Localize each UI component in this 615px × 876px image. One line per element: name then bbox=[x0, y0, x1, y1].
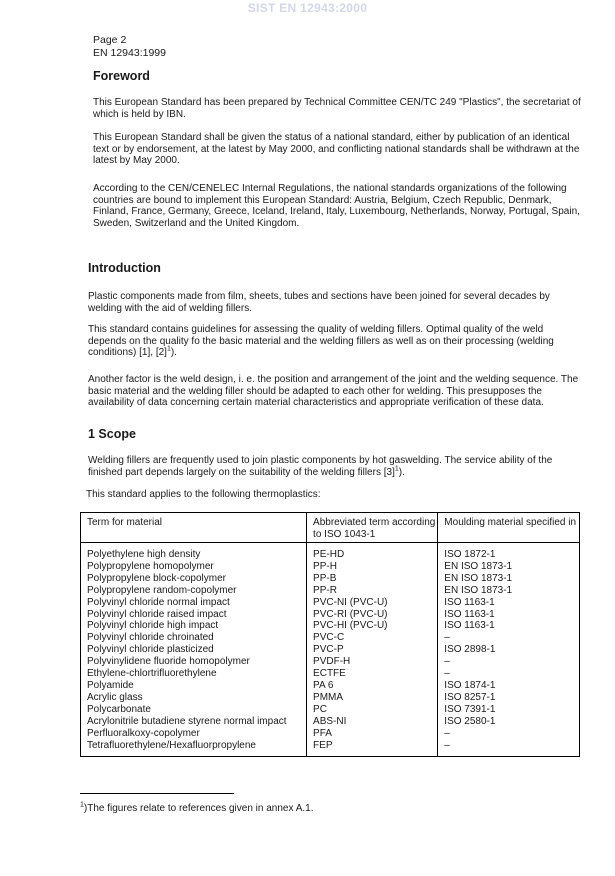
material-term: Polyvinyl chloride high impact bbox=[87, 620, 219, 632]
moulding-material: – bbox=[444, 727, 450, 739]
table-header-cell: Moulding material specified in bbox=[438, 513, 580, 543]
page-number: Page 2 bbox=[93, 34, 127, 46]
material-term: Polypropylene block-copolymer bbox=[87, 572, 226, 584]
abbreviated-term-column bbox=[307, 543, 438, 757]
material-term: Polypropylene homopolymer bbox=[87, 560, 214, 572]
moulding-material: – bbox=[444, 632, 450, 644]
scope-paragraph: This standard applies to the following thermoplastics: bbox=[86, 489, 321, 500]
foreword-heading: Foreword bbox=[93, 69, 150, 83]
footnote: $^1$)The figures relate to references given in annex A.1. bbox=[80, 801, 314, 814]
moulding-material-column bbox=[438, 543, 580, 757]
table-header-cell: Abbreviated term according to ISO 1043-1 bbox=[307, 513, 438, 543]
abbreviated-term: PVC-NI (PVC-U) bbox=[313, 596, 388, 608]
moulding-material: ISO 1872-1 bbox=[444, 549, 496, 560]
moulding-material: ISO 8257-1 bbox=[444, 691, 496, 703]
abbreviated-term: PP-H bbox=[313, 560, 337, 572]
materials-table bbox=[80, 512, 580, 757]
moulding-material: ISO 1163-1 bbox=[444, 608, 495, 620]
material-term: Polyvinyl chloride chroinated bbox=[87, 632, 214, 644]
abbreviated-term: PVDF-H bbox=[313, 656, 351, 668]
moulding-material: EN ISO 1873-1 bbox=[444, 560, 513, 572]
abbreviated-term: PVC-C bbox=[313, 632, 345, 644]
scope-paragraph: Welding fillers are frequently used to join plastic components by hot gaswelding. The service ability of the finished part depends largely on the suitability of the welding fillers $[3]^1$). bbox=[88, 455, 553, 478]
moulding-material: ISO 1163-1 bbox=[444, 596, 495, 608]
abbreviated-term: FEP bbox=[313, 739, 333, 751]
abbreviated-term: PP-B bbox=[313, 572, 337, 584]
abbreviated-term: PVC-HI (PVC-U) bbox=[313, 620, 388, 632]
moulding-material: ISO 2580-1 bbox=[444, 715, 496, 727]
material-term: Acrylonitrile butadiene styrene normal impact bbox=[87, 715, 287, 727]
abbreviated-term: ABS-NI bbox=[313, 715, 347, 727]
material-term-column bbox=[81, 543, 307, 757]
scope-heading: 1 Scope bbox=[88, 427, 136, 441]
foreword-paragraph: This European Standard has been prepared by Technical Committee CEN/TC 249 "Plastics", the secretariat of which is held by IBN. bbox=[93, 97, 581, 120]
moulding-material: EN ISO 1873-1 bbox=[444, 572, 513, 584]
abbreviated-term: PE-HD bbox=[313, 549, 345, 560]
abbreviated-term: PVC-P bbox=[313, 644, 344, 656]
abbreviated-term: PVC-RI (PVC-U) bbox=[313, 608, 388, 620]
material-term: Polycarbonate bbox=[87, 703, 151, 715]
material-term: Ethylene-chlortrifluorethylene bbox=[87, 668, 217, 680]
foreword-paragraph: This European Standard shall be given the status of a national standard, either by publication of an identical text or by endorsement, at the latest by May 2000, and conflicting national standards shall be withdrawn at the latest by May 2000. bbox=[93, 132, 580, 167]
introduction-heading: Introduction bbox=[88, 261, 161, 275]
material-term: Polyvinyl chloride normal impact bbox=[87, 596, 230, 608]
moulding-material: ISO 7391-1 bbox=[444, 703, 496, 715]
material-term: Polyethylene high density bbox=[87, 549, 201, 560]
abbreviated-term: PA 6 bbox=[313, 679, 334, 691]
moulding-material: – bbox=[444, 656, 450, 668]
page-header bbox=[93, 34, 166, 59]
introduction-paragraph: Plastic components made from film, sheets, tubes and sections have been joined for several decades by welding with the aid of welding fillers. bbox=[88, 291, 550, 314]
moulding-material: ISO 1874-1 bbox=[444, 679, 496, 691]
abbreviated-term: PMMA bbox=[313, 691, 344, 703]
introduction-paragraph: Another factor is the weld design, i. e. the position and arrangement of the joint and the welding sequence. The basic material and the welding filler should be adapted to each other for welding. This presupposes the availability of data concerning certain material characteristics and appropriate verification of these data. bbox=[88, 374, 579, 409]
table-header-cell: Term for material bbox=[81, 513, 307, 543]
material-term: Perfluoralkoxy-copolymer bbox=[87, 727, 200, 739]
abbreviated-term: PFA bbox=[313, 727, 332, 739]
table-body-row bbox=[81, 543, 580, 757]
material-term: Polyamide bbox=[87, 679, 134, 691]
material-term: Tetrafluorethylene/Hexafluorpropylene bbox=[87, 739, 256, 751]
abbreviated-term: PP-R bbox=[313, 584, 337, 596]
moulding-material: – bbox=[444, 668, 450, 680]
abbreviated-term: ECTFE bbox=[313, 668, 346, 680]
material-term: Acrylic glass bbox=[87, 691, 143, 703]
table-header-row bbox=[81, 513, 580, 543]
footnote-rule bbox=[80, 793, 234, 794]
foreword-paragraph: According to the CEN/CENELEC Internal Regulations, the national standards organizations of the following countries are bound to implement this European Standard: Austria, Belgium, Czech Republic, Denmark, Finland, France, Germany, Greece, Iceland, Ireland, Italy, Luxembourg, Netherlands, Norway, Portugal, Spain, Sweden, Switzerland and the United Kingdom. bbox=[93, 183, 580, 229]
standard-number: EN 12943:1999 bbox=[93, 46, 166, 59]
watermark: SIST EN 12943:2000 bbox=[247, 1, 368, 15]
moulding-material: – bbox=[444, 739, 450, 751]
moulding-material: EN ISO 1873-1 bbox=[444, 584, 513, 596]
material-term: Polyvinylidene fluoride homopolymer bbox=[87, 656, 250, 668]
introduction-paragraph: This standard contains guidelines for assessing the quality of welding fillers. Optimal quality of the weld depends on the quality fo the basic material and the welding fillers as well as on their processing (welding conditions) [1], $[2]^1$). bbox=[88, 324, 554, 359]
abbreviated-term: PC bbox=[313, 703, 327, 715]
material-term: Polyvinyl chloride raised impact bbox=[87, 608, 227, 620]
material-term: Polypropylene random-copolymer bbox=[87, 584, 237, 596]
moulding-material: ISO 1163-1 bbox=[444, 620, 495, 632]
moulding-material: ISO 2898-1 bbox=[444, 644, 496, 656]
material-term: Polyvinyl chloride plasticized bbox=[87, 644, 214, 656]
